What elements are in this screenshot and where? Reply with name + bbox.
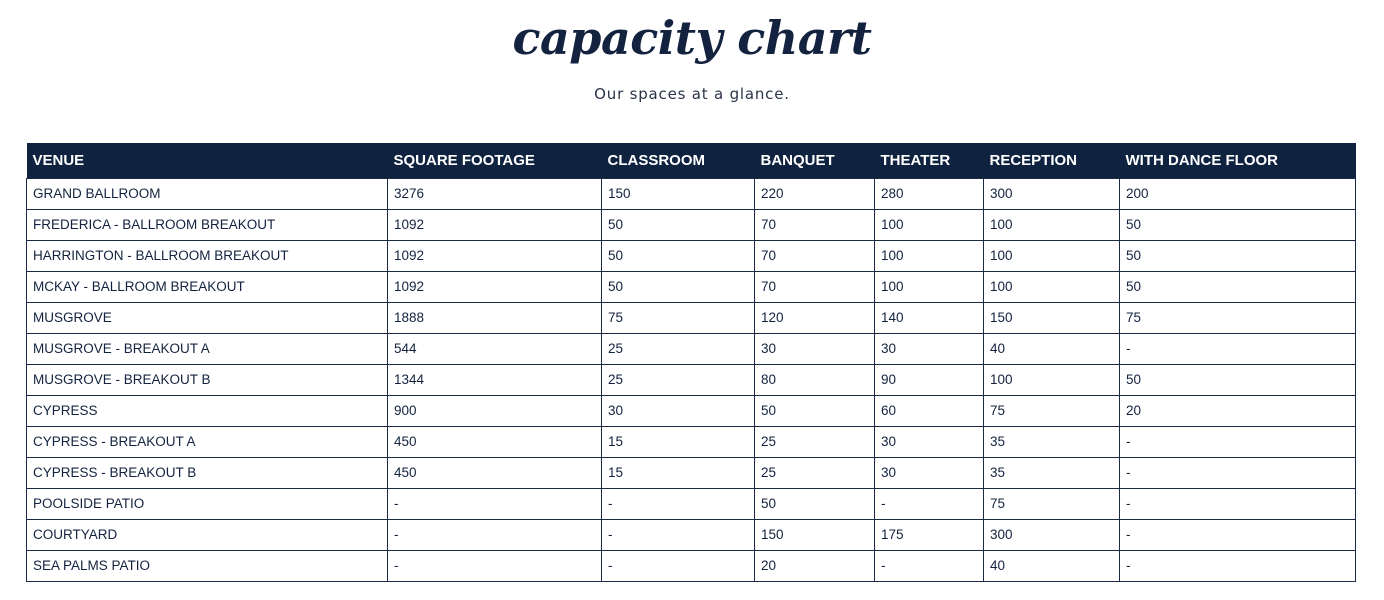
banquet-cell: 220 bbox=[755, 178, 875, 209]
venue-cell: MUSGROVE bbox=[27, 302, 388, 333]
square-footage-cell: 450 bbox=[388, 426, 602, 457]
square-footage-cell: 544 bbox=[388, 333, 602, 364]
dance-floor-cell: - bbox=[1120, 550, 1356, 581]
header-with-dance-floor: WITH DANCE FLOOR bbox=[1125, 151, 1278, 169]
reception-cell: 300 bbox=[984, 178, 1120, 209]
square-footage-cell: 1092 bbox=[388, 209, 602, 240]
table-row bbox=[27, 209, 1356, 240]
square-footage-cell: 1888 bbox=[388, 302, 602, 333]
classroom-cell: - bbox=[602, 519, 755, 550]
classroom-cell: 50 bbox=[602, 240, 755, 271]
table-row bbox=[27, 302, 1356, 333]
dance-floor-cell: 50 bbox=[1120, 209, 1356, 240]
theater-cell: 30 bbox=[875, 457, 984, 488]
table-header bbox=[27, 143, 1356, 178]
dance-floor-cell: - bbox=[1120, 333, 1356, 364]
square-footage-cell: 1092 bbox=[388, 240, 602, 271]
theater-cell: 140 bbox=[875, 302, 984, 333]
reception-cell: 150 bbox=[984, 302, 1120, 333]
venue-cell: FREDERICA - BALLROOM BREAKOUT bbox=[27, 209, 388, 240]
header-classroom: CLASSROOM bbox=[607, 151, 705, 169]
square-footage-cell: - bbox=[388, 519, 602, 550]
reception-cell: 300 bbox=[984, 519, 1120, 550]
classroom-cell: - bbox=[602, 550, 755, 581]
classroom-cell: - bbox=[602, 488, 755, 519]
square-footage-cell: - bbox=[388, 488, 602, 519]
reception-cell: 35 bbox=[984, 426, 1120, 457]
table-row bbox=[27, 240, 1356, 271]
venue-cell: CYPRESS - BREAKOUT A bbox=[27, 426, 388, 457]
theater-cell: 100 bbox=[875, 209, 984, 240]
square-footage-cell: - bbox=[388, 550, 602, 581]
banquet-cell: 120 bbox=[755, 302, 875, 333]
venue-cell: HARRINGTON - BALLROOM BREAKOUT bbox=[27, 240, 388, 271]
venue-cell: MUSGROVE - BREAKOUT A bbox=[27, 333, 388, 364]
header-theater: THEATER bbox=[880, 151, 951, 169]
venue-cell: COURTYARD bbox=[27, 519, 388, 550]
classroom-cell: 30 bbox=[602, 395, 755, 426]
dance-floor-cell: - bbox=[1120, 426, 1356, 457]
venue-cell: MCKAY - BALLROOM BREAKOUT bbox=[27, 271, 388, 302]
venue-cell: MUSGROVE - BREAKOUT B bbox=[27, 364, 388, 395]
classroom-cell: 15 bbox=[602, 426, 755, 457]
square-footage-cell: 1344 bbox=[388, 364, 602, 395]
table-row bbox=[27, 178, 1356, 209]
capacity-table bbox=[26, 143, 1356, 582]
table-row bbox=[27, 395, 1356, 426]
dance-floor-cell: 75 bbox=[1120, 302, 1356, 333]
theater-cell: 100 bbox=[875, 240, 984, 271]
table-row bbox=[27, 550, 1356, 581]
dance-floor-cell: 50 bbox=[1120, 364, 1356, 395]
banquet-cell: 50 bbox=[755, 488, 875, 519]
venue-cell: SEA PALMS PATIO bbox=[27, 550, 388, 581]
classroom-cell: 150 bbox=[602, 178, 755, 209]
dance-floor-cell: 200 bbox=[1120, 178, 1356, 209]
theater-cell: 280 bbox=[875, 178, 984, 209]
reception-cell: 40 bbox=[984, 333, 1120, 364]
venue-cell: CYPRESS bbox=[27, 395, 388, 426]
dance-floor-cell: - bbox=[1120, 488, 1356, 519]
square-footage-cell: 900 bbox=[388, 395, 602, 426]
reception-cell: 75 bbox=[984, 488, 1120, 519]
reception-cell: 100 bbox=[984, 209, 1120, 240]
header-square-footage: SQUARE FOOTAGE bbox=[393, 151, 535, 169]
theater-cell: 175 bbox=[875, 519, 984, 550]
theater-cell: 30 bbox=[875, 426, 984, 457]
venue-cell: GRAND BALLROOM bbox=[27, 178, 388, 209]
reception-cell: 40 bbox=[984, 550, 1120, 581]
reception-cell: 100 bbox=[984, 364, 1120, 395]
table-row bbox=[27, 426, 1356, 457]
header-reception: RECEPTION bbox=[989, 151, 1078, 169]
reception-cell: 100 bbox=[984, 240, 1120, 271]
classroom-cell: 50 bbox=[602, 209, 755, 240]
classroom-cell: 25 bbox=[602, 364, 755, 395]
square-footage-cell: 450 bbox=[388, 457, 602, 488]
header-venue: VENUE bbox=[32, 151, 85, 169]
page-subtitle: Our spaces at a glance. bbox=[594, 85, 790, 103]
page-title: capacity chart bbox=[512, 11, 872, 65]
header-row bbox=[27, 143, 1356, 178]
classroom-cell: 50 bbox=[602, 271, 755, 302]
banquet-cell: 20 bbox=[755, 550, 875, 581]
table-row bbox=[27, 271, 1356, 302]
table-row bbox=[27, 364, 1356, 395]
reception-cell: 35 bbox=[984, 457, 1120, 488]
header-banquet: BANQUET bbox=[760, 151, 835, 169]
reception-cell: 100 bbox=[984, 271, 1120, 302]
banquet-cell: 25 bbox=[755, 426, 875, 457]
theater-cell: 90 bbox=[875, 364, 984, 395]
banquet-cell: 70 bbox=[755, 271, 875, 302]
theater-cell: 30 bbox=[875, 333, 984, 364]
banquet-cell: 80 bbox=[755, 364, 875, 395]
table-row bbox=[27, 333, 1356, 364]
table-row bbox=[27, 519, 1356, 550]
venue-cell: POOLSIDE PATIO bbox=[27, 488, 388, 519]
banquet-cell: 30 bbox=[755, 333, 875, 364]
classroom-cell: 75 bbox=[602, 302, 755, 333]
classroom-cell: 25 bbox=[602, 333, 755, 364]
dance-floor-cell: 50 bbox=[1120, 240, 1356, 271]
table-row bbox=[27, 488, 1356, 519]
theater-cell: - bbox=[875, 550, 984, 581]
banquet-cell: 25 bbox=[755, 457, 875, 488]
reception-cell: 75 bbox=[984, 395, 1120, 426]
banquet-cell: 150 bbox=[755, 519, 875, 550]
square-footage-cell: 3276 bbox=[388, 178, 602, 209]
dance-floor-cell: - bbox=[1120, 519, 1356, 550]
classroom-cell: 15 bbox=[602, 457, 755, 488]
venue-cell: CYPRESS - BREAKOUT B bbox=[27, 457, 388, 488]
square-footage-cell: 1092 bbox=[388, 271, 602, 302]
banquet-cell: 50 bbox=[755, 395, 875, 426]
theater-cell: - bbox=[875, 488, 984, 519]
banquet-cell: 70 bbox=[755, 209, 875, 240]
theater-cell: 100 bbox=[875, 271, 984, 302]
dance-floor-cell: 20 bbox=[1120, 395, 1356, 426]
dance-floor-cell: - bbox=[1120, 457, 1356, 488]
theater-cell: 60 bbox=[875, 395, 984, 426]
table-body bbox=[27, 178, 1356, 581]
banquet-cell: 70 bbox=[755, 240, 875, 271]
dance-floor-cell: 50 bbox=[1120, 271, 1356, 302]
table-row bbox=[27, 457, 1356, 488]
